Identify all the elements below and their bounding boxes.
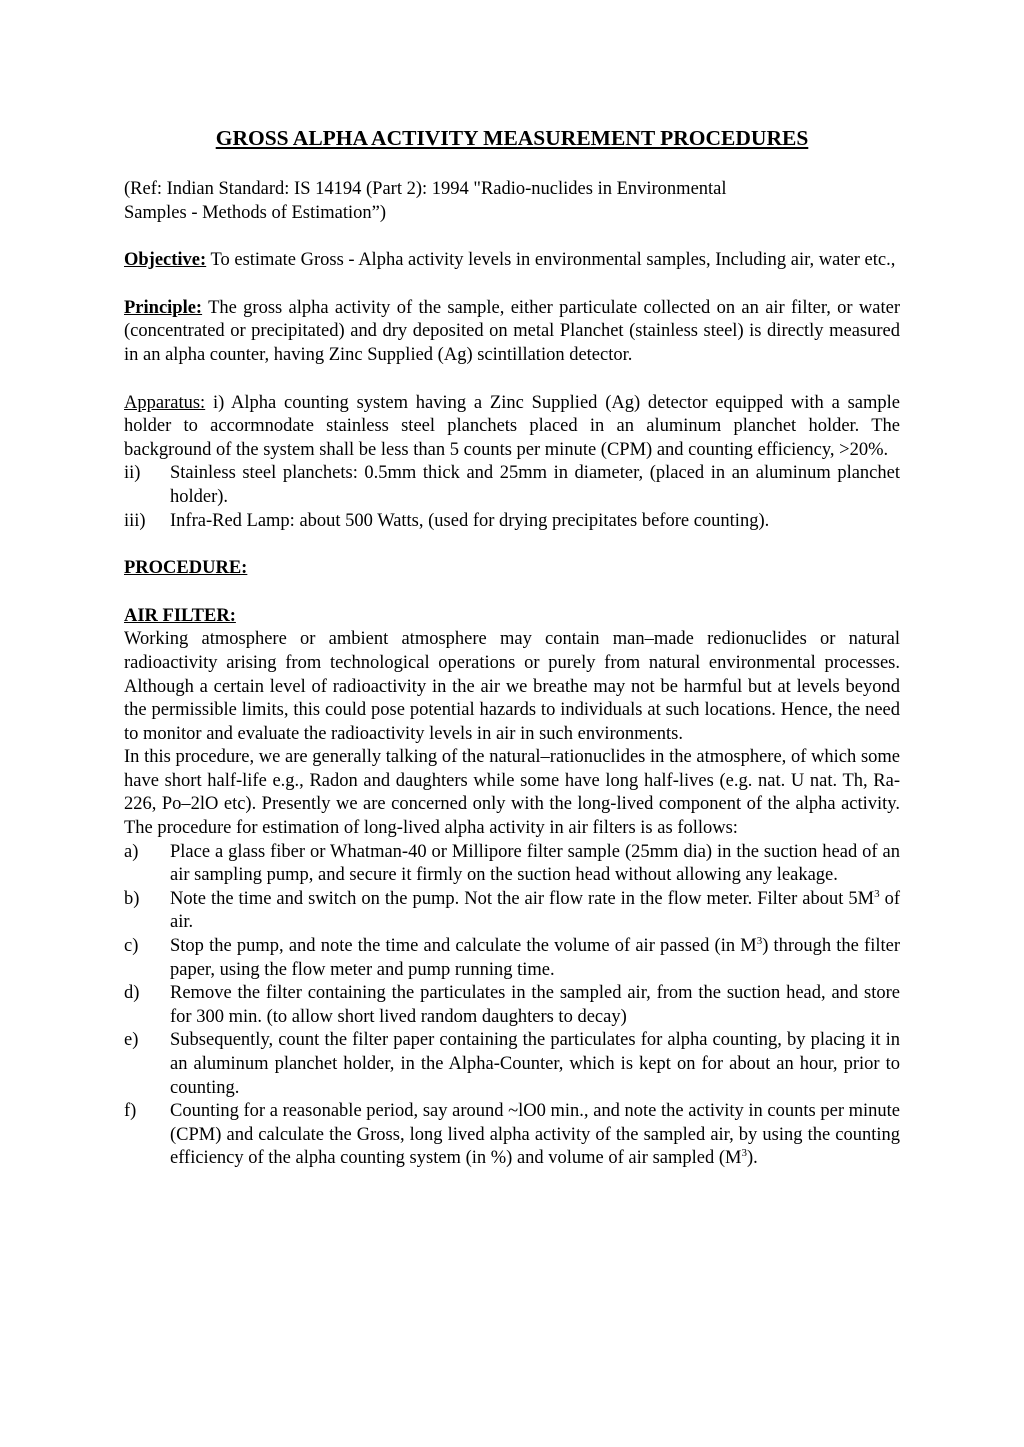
list-item-text	[170, 1100, 900, 1171]
superscript: 3	[756, 935, 763, 948]
principle-label: Principle:	[124, 297, 203, 318]
list-item	[124, 510, 900, 534]
principle-paragraph	[124, 297, 900, 368]
reference-note	[124, 178, 900, 225]
apparatus-label: Apparatus:	[124, 392, 206, 413]
step-text-part: ).	[746, 1148, 758, 1169]
list-item-text	[170, 888, 900, 935]
apparatus-text: i) Alpha counting system having a Zinc Supplied (Ag) detector equipped with a sample holder to accormnodate stainless steel planchets placed in an aluminum planchet holder. The background of the system shall be less than 5 counts per minute (CPM) and counting efficiency, >20%.	[124, 392, 900, 460]
list-item-text: Remove the filter containing the particulates in the sampled air, from the suction head, and store for 300 min. (to allow short lived random daughters to decay)	[170, 983, 900, 1027]
list-marker: f)	[124, 1101, 137, 1122]
list-marker: e)	[124, 1030, 139, 1051]
list-marker: d)	[124, 983, 140, 1004]
air-filter-paragraph-2: In this procedure, we are generally talking of the natural–rationuclides in the atmosphere, of which some have short half-life e.g., Radon and daughters while some have long half-lives (e.g. nat. U nat. Th, Ra-226, Po–2lO etc). Presently we are concerned only with the long-lived component of the alpha activity. The procedure for estimation of long-lived alpha activity in air filters is as follows:	[124, 747, 900, 839]
list-item	[124, 841, 900, 888]
list-item-text: Place a glass fiber or Whatman-40 or Millipore filter sample (25mm dia) in the suction head of an air sampling pump, and secure it firmly on the suction head without allowing any leakage.	[170, 841, 900, 886]
list-marker: b)	[124, 888, 140, 909]
list-item	[124, 1100, 900, 1171]
procedure-heading: PROCEDURE:	[124, 558, 248, 579]
list-item-text: Infra-Red Lamp: about 500 Watts, (used for drying precipitates before counting).	[170, 510, 770, 531]
apparatus-list	[124, 462, 900, 533]
objective-text: To estimate Gross - Alpha activity levels in environmental samples, Including air, water etc.,	[206, 250, 896, 271]
list-marker: ii)	[124, 463, 141, 484]
document-content	[124, 124, 900, 1171]
procedure-steps-list	[124, 841, 900, 1171]
air-filter-paragraph-1: Working atmosphere or ambient atmosphere may contain man–made redionuclides or natural radioactivity arising from technological operations or purely from natural environmental processes. Although a certain level of radioactivity in the air we breathe may not be harmful but at levels beyond the permissible limits, this could pose potential hazards to individuals at such locations. Hence, the need to monitor and evaluate the radioactivity levels in air in such environments.	[124, 629, 900, 744]
reference-line-2: Samples - Methods of Estimation”)	[124, 202, 387, 223]
reference-line-1: (Ref: Indian Standard: IS 14194 (Part 2): 1994 "Radio-nuclides in Environmental	[124, 179, 727, 199]
list-item-text: Subsequently, count the filter paper containing the particulates for alpha counting, by placing it in an aluminum planchet holder, in the Alpha-Counter, which is kept on for about an hour, prior to counting.	[170, 1030, 900, 1098]
list-item-text	[170, 935, 900, 982]
document-title: GROSS ALPHA ACTIVITY MEASUREMENT PROCEDURES	[215, 126, 809, 150]
objective-label: Objective:	[124, 250, 207, 271]
list-marker: c)	[124, 936, 139, 957]
air-filter-heading: AIR FILTER:	[124, 605, 236, 626]
list-item	[124, 1029, 900, 1100]
apparatus-section	[124, 392, 900, 534]
step-text-part: ) through the filter paper, using the flow meter and pump running time.	[170, 936, 900, 980]
list-item	[124, 935, 900, 982]
list-item	[124, 982, 900, 1029]
step-text-part: Counting for a reasonable period, say around ~lO0 min., and note the activity in counts per minute (CPM) and calculate the Gross, long lived alpha activity of the sampled air, by using the counting efficiency of the alpha counting system (in %) and volume of air sampled (M	[170, 1101, 900, 1169]
superscript: 3	[874, 887, 880, 900]
apparatus-paragraph	[124, 392, 900, 463]
list-item	[124, 888, 900, 935]
superscript: 3	[741, 1147, 747, 1160]
step-text-part: Note the time and switch on the pump. Not the air flow rate in the flow meter. Filter about 5M	[170, 888, 875, 909]
list-marker: iii)	[124, 510, 146, 531]
step-text-part: of air.	[170, 888, 900, 933]
list-item	[124, 462, 900, 509]
list-item-text: Stainless steel planchets: 0.5mm thick and 25mm in diameter, (placed in an aluminum planchet holder).	[170, 463, 900, 507]
principle-text: The gross alpha activity of the sample, either particulate collected on an air filter, or water (concentrated or precipitated) and dry deposited on metal Planchet (stainless steel) is directly measured in an alpha counter, having Zinc Supplied (Ag) scintillation detector.	[124, 297, 900, 365]
list-marker: a)	[124, 841, 139, 862]
air-filter-section	[124, 605, 900, 1171]
objective-paragraph	[124, 249, 900, 273]
step-text-part: Stop the pump, and note the time and calculate the volume of air passed (in M	[170, 936, 757, 957]
